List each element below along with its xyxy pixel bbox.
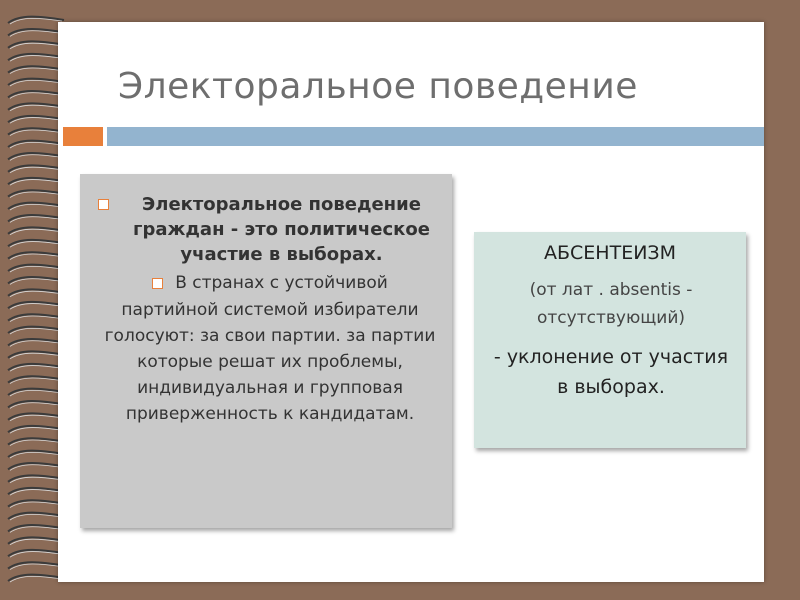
- title-accent-orange: [63, 127, 103, 146]
- bullet-sub-rest: партийной системой избиратели голосуют: за свои партии. за партии которые решат их проблемы, индивидуальная и групповая приверженность к кандидатам.: [104, 300, 436, 424]
- definition-panel: [80, 174, 452, 528]
- page-title: Электоральное поведение: [118, 66, 638, 107]
- title-accent-blue: [107, 127, 764, 146]
- term-definition: - уклонение от участия в выборах.: [493, 346, 729, 398]
- bullet-square-icon: [152, 278, 163, 289]
- bullet-main: [98, 192, 438, 267]
- bullet-sub-first-line: В странах с устойчивой: [175, 273, 388, 293]
- absenteeism-panel: [474, 232, 746, 448]
- bullet-main-text: Электоральное поведение граждан - это политическое участие в выборах.: [133, 194, 430, 265]
- slide: [58, 22, 764, 582]
- bullet-square-icon: [98, 199, 109, 210]
- bullet-sub-text: [88, 270, 452, 427]
- term-etymology: (от лат . absentis - отсутствующий): [529, 280, 693, 328]
- term-heading: АБСЕНТЕИЗМ: [544, 242, 676, 264]
